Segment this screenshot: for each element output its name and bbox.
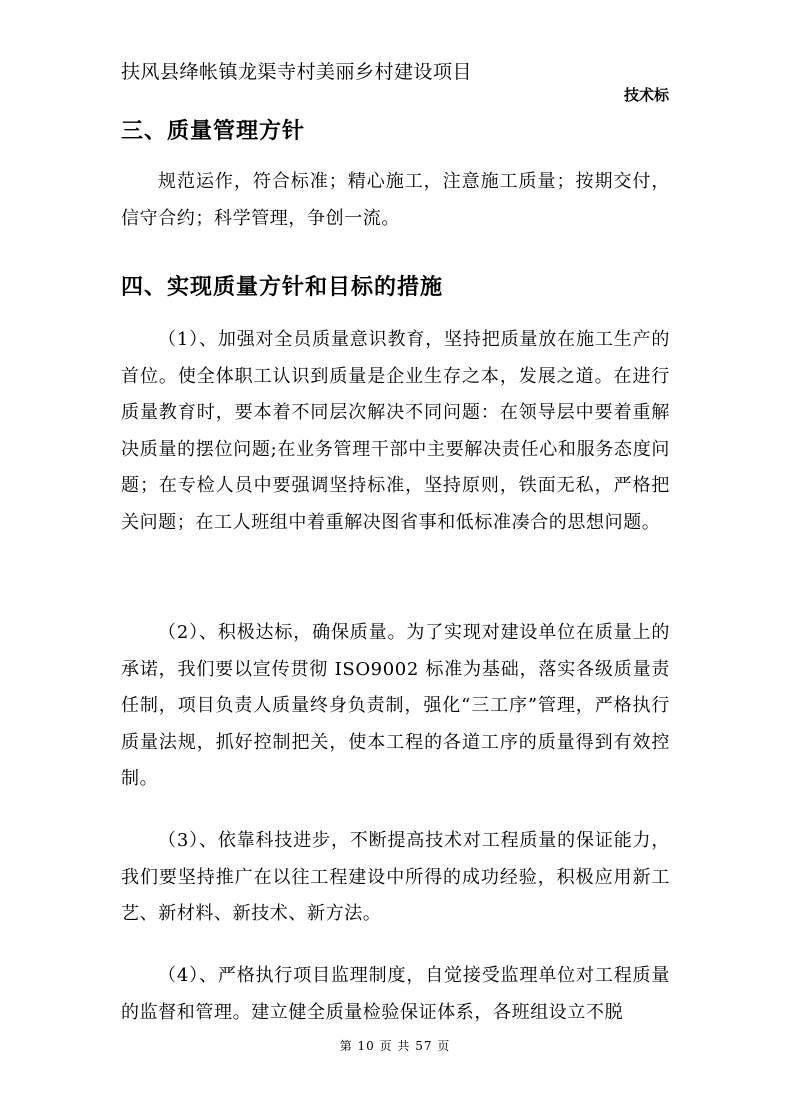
- page-number-footer: 第 10 页 共 57 页: [339, 1039, 451, 1053]
- paragraph-measure-4: （4）、严格执行项目监理制度，自觉接受监理单位对工程质量的监督和管理。建立健全质量检验保证体系，各班组设立不脱: [121, 965, 670, 1023]
- paragraph-measure-2: （2）、积极达标，确保质量。为了实现对建设单位在质量上的承诺，我们要以宣传贯彻 ISO9002 标准为基础，落实各级质量责任制，项目负责人质量终身负责制，强化“三工序”管理，严格执行质量法规，抓好控制把关，使本工程的各道工序的质量得到有效控制。: [121, 622, 670, 789]
- paragraph-measure-1: （1）、加强对全员质量意识教育，坚持把质量放在施工生产的首位。使全体职工认识到质量是企业生存之本，发展之道。在进行质量教育时，要本着不同层次解决不同问题：在领导层中要着重解决质量的摆位问题;在业务管理干部中主要解决责任心和服务态度问题；在专检人员中要强调坚持标准，坚持原则，铁面无私，严格把关问题；在工人班组中着重解决图省事和低标准凑合的思想问题。: [121, 329, 670, 533]
- section-title-quality-policy: 三、质量管理方针: [121, 119, 306, 144]
- section-title-quality-measures: 四、实现质量方针和目标的措施: [121, 275, 444, 300]
- header-doc-label: 技术标: [623, 86, 669, 104]
- header-project-title: 扶风县绛帐镇龙渠寺村美丽乡村建设项目: [121, 61, 473, 83]
- paragraph-quality-policy: 规范运作，符合标准；精心施工，注意施工质量；按期交付，信守合约；科学管理，争创一流。: [121, 171, 670, 229]
- paragraph-measure-3: （3）、依靠科技进步，不断提高技术对工程质量的保证能力，我们要坚持推广在以往工程建设中所得的成功经验，积极应用新工艺、新材料、新技术、新方法。: [121, 830, 670, 924]
